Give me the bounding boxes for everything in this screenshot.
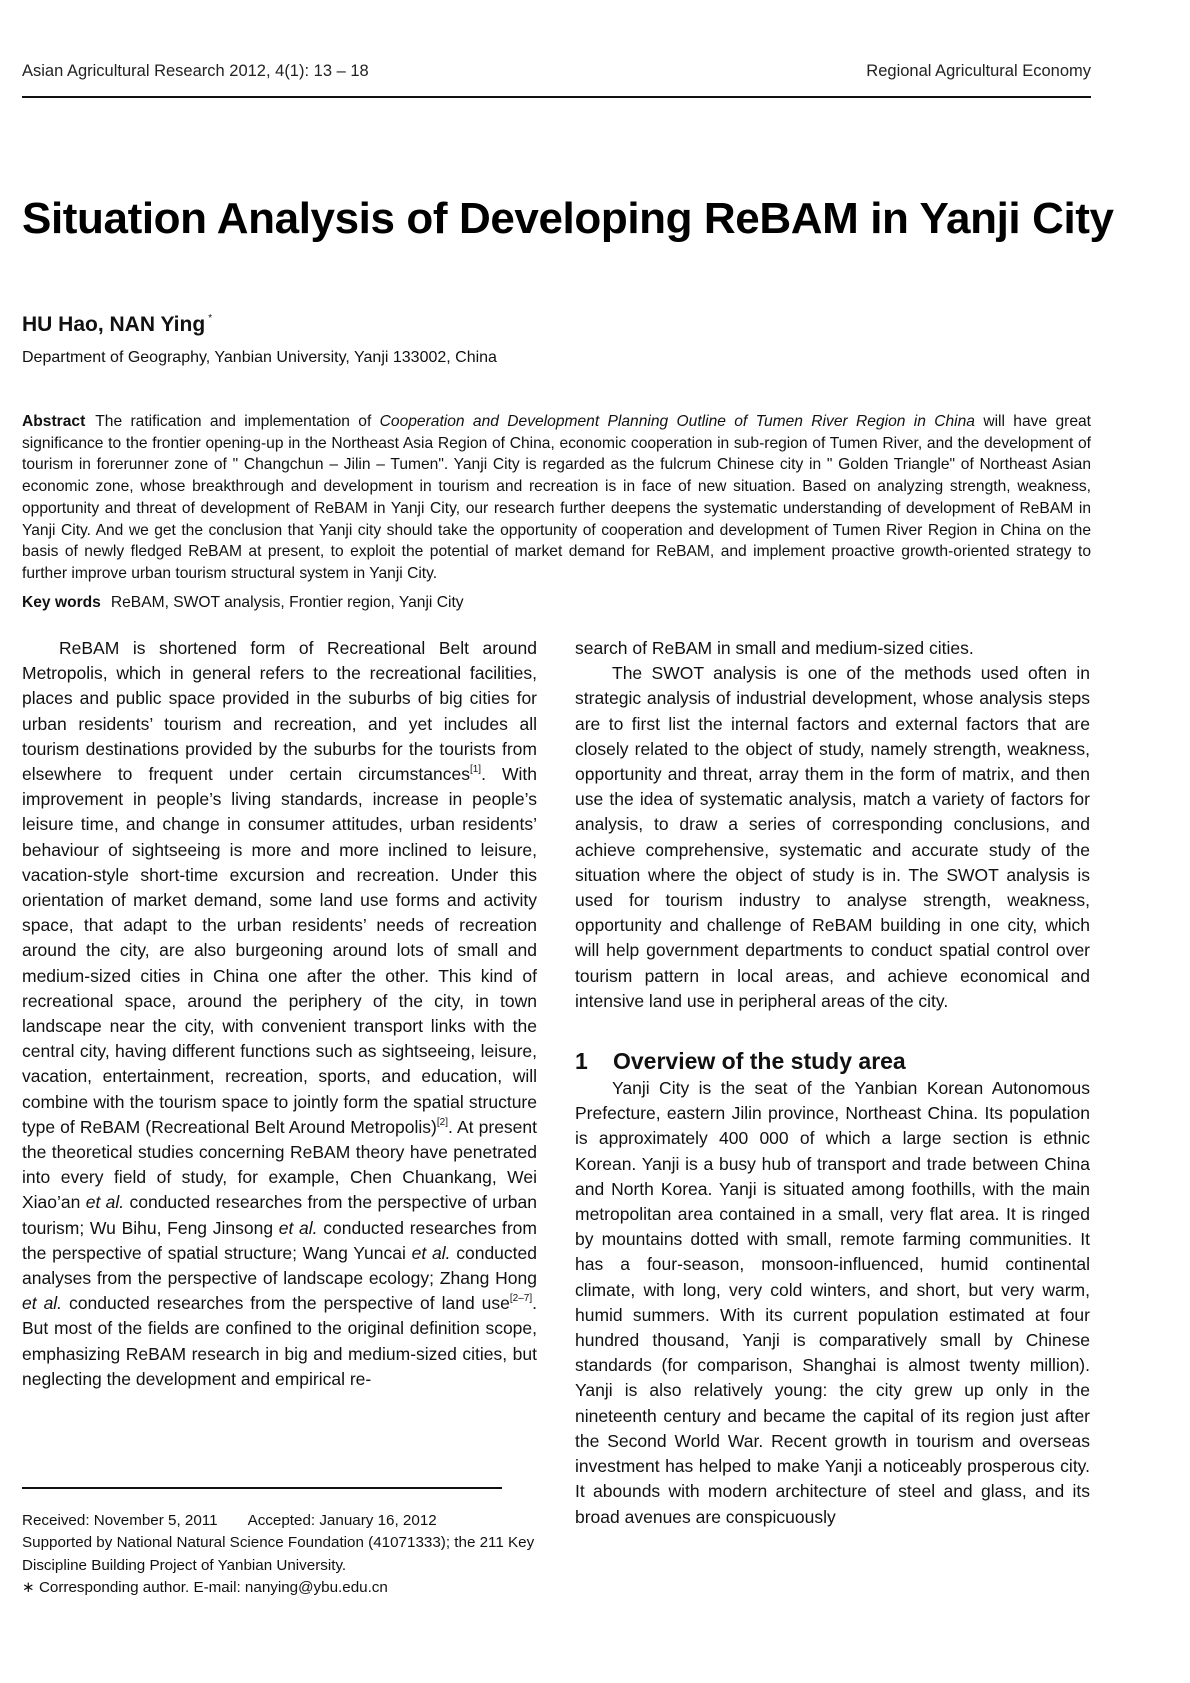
- body-column-left: [22, 636, 537, 1392]
- running-header: [22, 62, 1091, 81]
- journal-citation: Asian Agricultural Research 2012, 4(1): 13 – 18: [22, 62, 369, 80]
- intro-paragraph-continued: search of ReBAM in small and medium-sized cities.: [575, 638, 974, 658]
- journal-section: Regional Agricultural Economy: [866, 62, 1091, 80]
- study-area-paragraph: Yanji City is the seat of the Yanbian Korean Autonomous Prefecture, eastern Jilin province, Northeast China. Its population is approximately 400 000 of which a large section is ethnic Korean. Yanji is a busy hub of transport and trade between China and North Korea. Yanji is situated among foothills, with the main metropolitan area contained in a small, very flat area. It is ringed by mountains dotted with small, remote farming communities. It has a four-season, monsoon-influenced, humid continental climate, with long, very cold winters, and short, but very warm, humid summers. With its current population estimated at four hundred thousand, Yanji is comparatively small by Chinese standards (for comparison, Shanghai is almost twenty million). Yanji is also relatively young: the city grew up only in the nineteenth century and became the capital of its region just after the Second World War. Recent growth in tourism and overseas investment has helped to make Yanji a noticeably prosperous city. It abounds with modern architecture of steel and glass, and its broad avenues are conspicuously: [575, 1078, 1090, 1527]
- abstract-italic-title: Cooperation and Development Planning Outline of Tumen River Region in China: [379, 413, 975, 430]
- et-al: et al.: [278, 1217, 318, 1238]
- body-text: . With improvement in people’s living standards, increase in people’s leisure time, and change in consumer attitudes, urban residents’ behaviour of sightseeing is more and more inclined to leisure, vacation-style short-time excursion and recreation. Under this orientation of market demand, some land use forms and activity space, that adapt to the urban residents’ needs of recreation around the city, are also burgeoning around lots of small and medium-sized cities in China one after the other. This kind of recreational space, around the periphery of the city, in town landscape near the city, with convenient transport links with the central city, having different functions such as sightseeing, leisure, vacation, entertainment, recreation, sports, and education, will combine with the tourism space to jointly form the spatial structure type of ReBAM (Recreational Belt Around Metropolis): [22, 764, 537, 1137]
- citation-1[interactable]: [1]: [469, 764, 482, 776]
- accepted-date: Accepted: January 16, 2012: [247, 1512, 437, 1529]
- footnotes: [22, 1510, 562, 1600]
- keywords-label: Key words: [22, 594, 101, 611]
- section-title: Overview of the study area: [613, 1048, 906, 1075]
- swot-paragraph: The SWOT analysis is one of the methods used often in strategic analysis of industrial development, whose analysis steps are to first list the internal factors and external factors that are closely related to the object of study, namely strength, weakness, opportunity and threat, array them in the form of matrix, and then use the idea of systematic analysis, match a variety of factors for analysis, to draw a series of corresponding conclusions, and achieve comprehensive, systematic and accurate study of the situation where the object of study is in. The SWOT analysis is used for tourism industry to analyse strength, weakness, opportunity and challenge of ReBAM building in one city, which will help government departments to conduct spatial control over tourism pattern in local areas, and achieve economical and intensive land use in peripheral areas of the city.: [575, 663, 1090, 1011]
- funding-note: Supported by National Natural Science Foundation (41071333); the 211 Key Discipline Building Project of Yanbian University.: [22, 1534, 535, 1574]
- abstract-text: The ratification and implementation of: [95, 413, 380, 430]
- body-column-right: [575, 636, 1090, 1530]
- abstract-label: Abstract: [22, 413, 86, 430]
- affiliation: Department of Geography, Yanbian University, Yanji 133002, China: [22, 349, 497, 366]
- author-list: [22, 313, 212, 337]
- intro-paragraph: [22, 636, 537, 1392]
- et-al: et al.: [411, 1242, 451, 1263]
- section-heading-1: [575, 1046, 1090, 1076]
- body-text: . But most of the fields are confined to the original definition scope, emphasizing ReBAM research in big and medium-sized cities, but neglecting the development and empirical re-: [22, 1293, 537, 1389]
- abstract: [22, 411, 1091, 585]
- et-al: et al.: [22, 1293, 63, 1314]
- citation-2[interactable]: [2]: [436, 1116, 448, 1128]
- footnote-rule: [22, 1487, 502, 1489]
- article-title: Situation Analysis of Developing ReBAM in Yanji City: [22, 194, 1114, 243]
- keywords: [22, 594, 464, 612]
- corresponding-author-note: ∗ Corresponding author. E-mail: nanying@ybu.edu.cn: [22, 1579, 388, 1597]
- body-text: conducted researches from the perspective of spatial structure; Wang Yuncai: [22, 1217, 537, 1263]
- body-text: conducted analyses from the perspective of landscape ecology; Zhang Hong: [22, 1242, 537, 1289]
- dates-line: [22, 1510, 562, 1532]
- keywords-text: ReBAM, SWOT analysis, Frontier region, Yanji City: [110, 594, 464, 611]
- corresponding-author-mark: *: [208, 313, 213, 324]
- body-text: conducted researches from the perspective of land use: [62, 1293, 510, 1314]
- header-rule: [22, 96, 1091, 98]
- received-date: Received: November 5, 2011: [22, 1512, 218, 1529]
- body-text: ReBAM is shortened form of Recreational Belt around Metropolis, which in general refers to the recreational facilities, places and public space provided in the suburbs of big cities for urban residents’ tourism and recreation, and yet includes all tourism destinations provided by the suburbs for the tourists from elsewhere to frequent under certain circumstances: [22, 638, 537, 785]
- body-text: . At present the theoretical studies concerning ReBAM theory have penetrated into every field of study, for example, Chen Chuankang, Wei Xiao’an: [22, 1116, 537, 1213]
- citation-2-7[interactable]: [2–7]: [509, 1293, 533, 1305]
- authors: HU Hao, NAN Ying: [22, 313, 206, 336]
- et-al: et al.: [85, 1192, 125, 1213]
- section-number: 1: [575, 1048, 588, 1075]
- body-text: conducted researches from the perspective of urban tourism; Wu Bihu, Feng Jinsong: [22, 1192, 537, 1238]
- abstract-text-cont: will have great significance to the frontier opening-up in the Northeast Asia Region of China, economic cooperation in sub-region of Tumen River, and the development of tourism in forerunner zone of " Changchun – Jilin – Tumen". Yanji City is regarded as the fulcrum Chinese city in " Golden Triangle" of Northeast Asian economic zone, whose breakthrough and development in tourism and recreation is in face of new situation. Based on analyzing strength, weakness, opportunity and threat of development of ReBAM in Yanji City, our research further deepens the systematic understanding of development of ReBAM in Yanji City. And we get the conclusion that Yanji city should take the opportunity of cooperation and development of Tumen River Region in China on the basis of newly fledged ReBAM at present, to exploit the potential of market demand for ReBAM, and implement proactive growth-oriented strategy to further improve urban tourism structural system in Yanji City.: [22, 413, 1092, 582]
